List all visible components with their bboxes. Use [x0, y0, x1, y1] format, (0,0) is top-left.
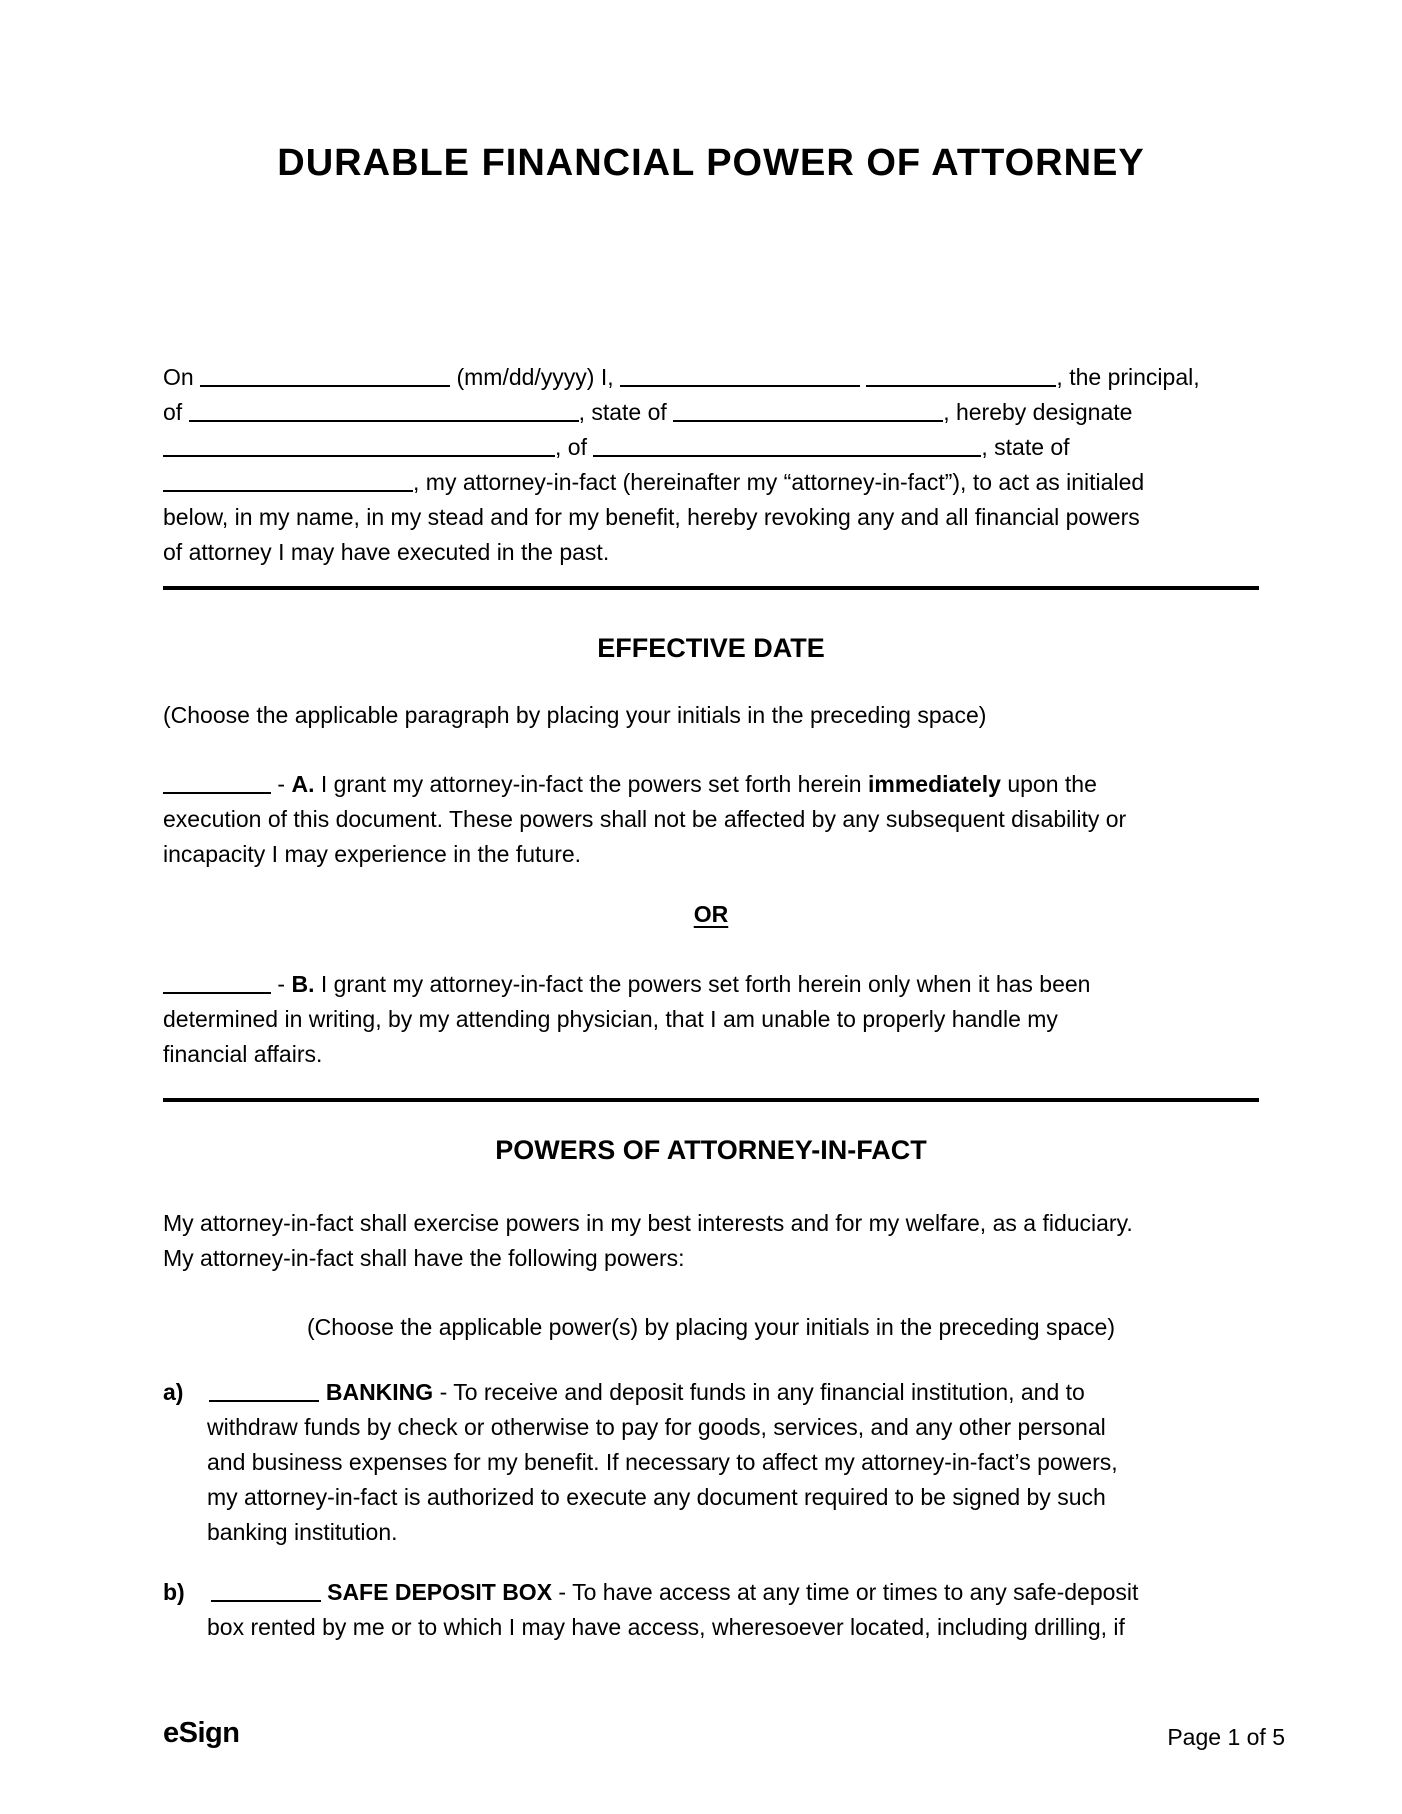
- text-run: upon the: [1000, 771, 1097, 797]
- text-run: determined in writing, by my attending physician, that I am unable to properly handle my: [163, 1006, 1058, 1032]
- powers-instruction: (Choose the applicable power(s) by placing your initials in the preceding space): [307, 1314, 1115, 1340]
- text-run: On: [163, 364, 201, 390]
- text-run: box rented by me or to which I may have access, wheresoever located, including drilling, if: [207, 1614, 1125, 1640]
- powers-heading: POWERS OF ATTORNEY-IN-FACT: [495, 1135, 927, 1165]
- text-line: [163, 1410, 1118, 1445]
- fill-in-blank[interactable]: [620, 363, 860, 387]
- text-run: and business expenses for my benefit. If necessary to affect my attorney-in-fact’s powers,: [207, 1449, 1118, 1475]
- text-line: [163, 1515, 1118, 1550]
- fill-in-blank[interactable]: [211, 1578, 321, 1602]
- text-run: of: [163, 399, 189, 425]
- text-run: a): [163, 1379, 184, 1405]
- text-run: banking institution.: [207, 1519, 398, 1545]
- text-run: A.: [291, 771, 315, 797]
- option-b-paragraph: [163, 967, 1090, 1072]
- text-line: [163, 802, 1126, 837]
- text-line: [163, 360, 1200, 395]
- text-run: -: [271, 971, 292, 997]
- option-a-paragraph: [163, 767, 1126, 872]
- text-run: incapacity I may experience in the future.: [163, 841, 582, 867]
- text-run: withdraw funds by check or otherwise to pay for goods, services, and any other personal: [207, 1414, 1106, 1440]
- text-run: , state of: [981, 434, 1070, 460]
- fill-in-blank[interactable]: [163, 468, 413, 492]
- effective-date-heading: EFFECTIVE DATE: [597, 633, 825, 663]
- or-separator: OR: [693, 901, 729, 927]
- text-run: My attorney-in-fact shall have the following powers:: [163, 1245, 685, 1271]
- power-item-safe-deposit-box: [163, 1575, 1138, 1645]
- text-line: [163, 1241, 1133, 1276]
- text-run: below, in my name, in my stead and for my benefit, hereby revoking any and all financial powers: [163, 504, 1140, 530]
- text-run: - To have access at any time or times to any safe-deposit: [552, 1579, 1139, 1605]
- text-run: (mm/dd/yyyy) I,: [450, 364, 621, 390]
- fill-in-blank[interactable]: [189, 398, 579, 422]
- text-run: I grant my attorney-in-fact the powers set forth herein: [314, 771, 868, 797]
- fill-in-blank[interactable]: [163, 770, 271, 794]
- text-line: [163, 967, 1090, 1002]
- text-run: b): [163, 1579, 185, 1605]
- document-title: DURABLE FINANCIAL POWER OF ATTORNEY: [277, 142, 1145, 184]
- text-run: , the principal,: [1056, 364, 1200, 390]
- text-line: [163, 1575, 1138, 1610]
- text-line: [163, 1445, 1118, 1480]
- text-line: [163, 1002, 1090, 1037]
- text-run: , my attorney-in-fact (hereinafter my “attorney-in-fact”), to act as initialed: [413, 469, 1145, 495]
- text-run: , state of: [578, 399, 674, 425]
- text-line: [163, 1206, 1133, 1241]
- text-line: [163, 1037, 1090, 1072]
- section-divider: [163, 1098, 1259, 1102]
- text-line: [163, 1480, 1118, 1515]
- text-line: [163, 465, 1200, 500]
- page-number: Page 1 of 5: [1167, 1724, 1285, 1750]
- text-run: BANKING: [325, 1379, 434, 1405]
- text-line: [163, 1610, 1138, 1645]
- page-footer: [163, 1718, 1285, 1751]
- power-item-banking: [163, 1375, 1118, 1550]
- effective-date-instruction: (Choose the applicable paragraph by placing your initials in the preceding space): [163, 702, 987, 728]
- fill-in-blank[interactable]: [209, 1378, 319, 1402]
- text-run: my attorney-in-fact is authorized to execute any document required to be signed by such: [207, 1484, 1106, 1510]
- fill-in-blank[interactable]: [200, 363, 450, 387]
- text-line: [163, 395, 1200, 430]
- text-run: I grant my attorney-in-fact the powers set forth herein only when it has been: [314, 971, 1091, 997]
- text-line: [163, 767, 1126, 802]
- fill-in-blank[interactable]: [673, 398, 943, 422]
- intro-paragraph: [163, 360, 1200, 570]
- fill-in-blank[interactable]: [593, 433, 981, 457]
- powers-intro-paragraph: [163, 1206, 1133, 1276]
- fill-in-blank[interactable]: [163, 970, 271, 994]
- text-run: SAFE DEPOSIT BOX: [327, 1579, 553, 1605]
- text-run: execution of this document. These powers shall not be affected by any subsequent disability or: [163, 806, 1127, 832]
- text-line: [163, 837, 1126, 872]
- text-run: , hereby designate: [943, 399, 1133, 425]
- text-run: , of: [555, 434, 594, 460]
- text-run: -: [271, 771, 292, 797]
- text-line: [163, 1375, 1118, 1410]
- text-run: immediately: [867, 771, 1001, 797]
- text-line: [163, 500, 1200, 535]
- text-run: of attorney I may have executed in the past.: [163, 539, 610, 565]
- text-line: [163, 535, 1200, 570]
- text-run: - To receive and deposit funds in any financial institution, and to: [433, 1379, 1085, 1405]
- text-line: [163, 430, 1200, 465]
- fill-in-blank[interactable]: [866, 363, 1056, 387]
- section-divider: [163, 586, 1259, 590]
- fill-in-blank[interactable]: [163, 433, 555, 457]
- text-run: financial affairs.: [163, 1041, 323, 1067]
- esign-logo: eSign: [163, 1717, 240, 1749]
- text-run: My attorney-in-fact shall exercise powers in my best interests and for my welfare, as a fiduciary.: [163, 1210, 1133, 1236]
- text-run: B.: [291, 971, 315, 997]
